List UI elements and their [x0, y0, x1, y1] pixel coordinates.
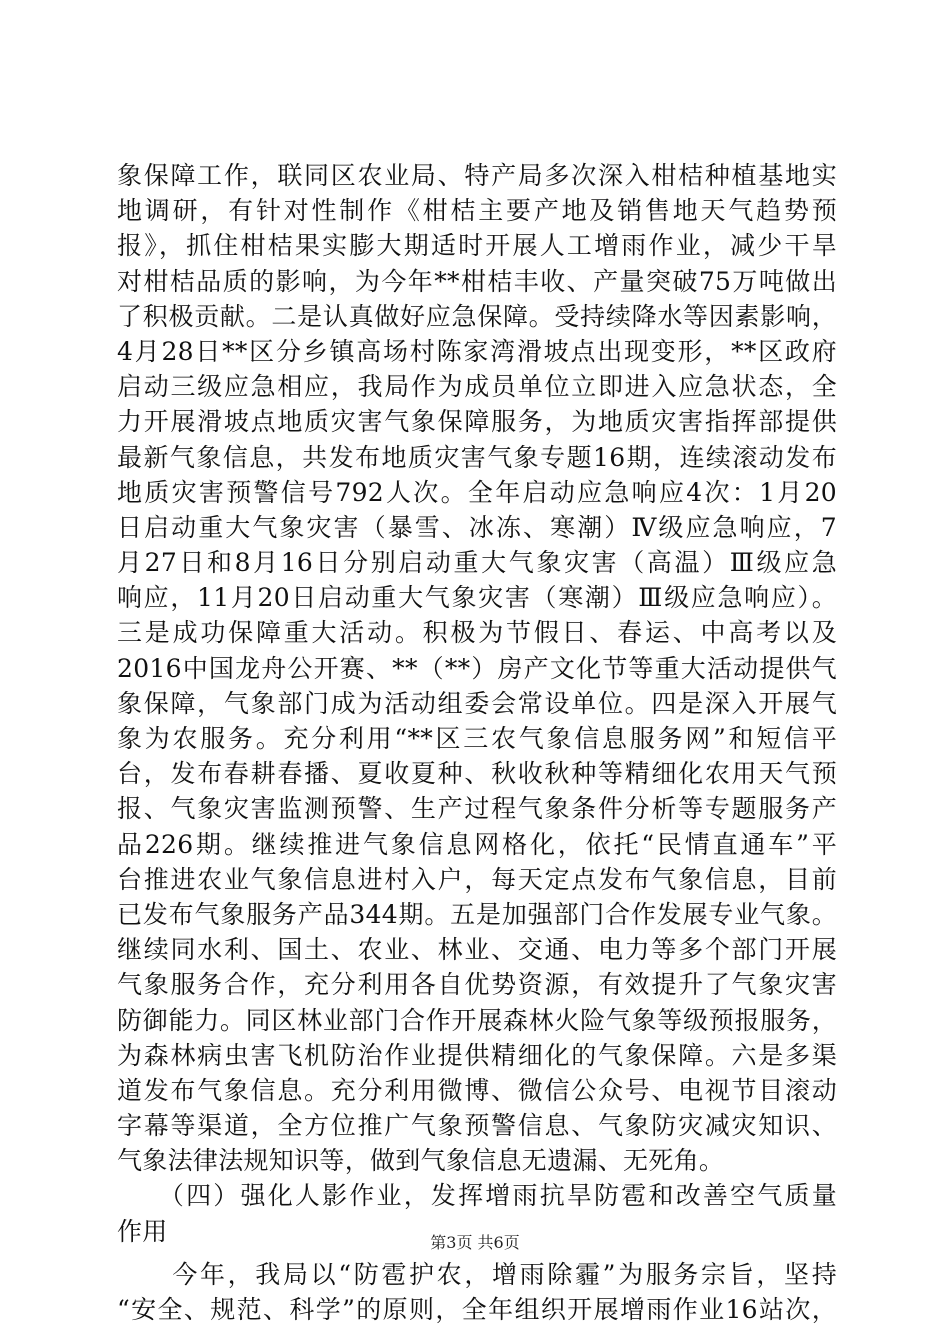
text-line: 品226期。继续推进气象信息网格化，依托“民情直通车”平	[117, 829, 837, 859]
text-line: 4月28日**区分乡镇高场村陈家湾滑坡点出现变形，**区政府	[117, 336, 837, 366]
text-line: 对柑桔品质的影响，为今年**柑桔丰收、产量突破75万吨做出	[117, 266, 837, 296]
text-line: 象为农服务。充分利用“**区三农气象信息服务网”和短信平	[117, 724, 837, 753]
text-line: 象保障，气象部门成为活动组委会常设单位。四是深入开展气	[117, 688, 837, 718]
text-line: 字幕等渠道，全方位推广气象预警信息、气象防灾减灾知识、	[117, 1111, 837, 1141]
text-line: 报》，抓住柑桔果实膨大期适时开展人工增雨作业，减少干旱	[117, 231, 837, 261]
text-line: 2016中国龙舟公开赛、**（**）房产文化节等重大活动提供气	[117, 653, 837, 683]
text-line: 地质灾害预警信号792人次。全年启动应急响应4次：1月20	[117, 477, 837, 507]
document-body	[117, 158, 837, 1327]
text-line: 今年，我局以“防雹护农，增雨除霾”为服务宗旨，坚持	[117, 1259, 837, 1289]
text-line: 台，发布春耕春播、夏收夏种、秋收秋种等精细化农用天气预	[117, 759, 837, 789]
section-heading-line: （四）强化人影作业，发挥增雨抗旱防雹和改善空气质量	[117, 1181, 837, 1211]
text-line: 响应，11月20日启动重大气象灾害（寒潮）Ⅲ级应急响应）。	[117, 583, 837, 613]
text-line: 气象法律法规知识等，做到气象信息无遗漏、无死角。	[117, 1146, 725, 1176]
text-line: 为森林病虫害飞机防治作业提供精细化的气象保障。六是多渠	[117, 1040, 837, 1070]
section-heading-line: 作用	[117, 1216, 168, 1246]
text-line: 日启动重大气象灾害（暴雪、冰冻、寒潮）Ⅳ级应急响应，7	[117, 512, 837, 542]
text-line: 启动三级应急相应，我局作为成员单位立即进入应急状态，全	[117, 372, 837, 402]
text-line: 了积极贡献。二是认真做好应急保障。受持续降水等因素影响，	[117, 301, 837, 331]
text-line: 最新气象信息，共发布地质灾害气象专题16期，连续滚动发布	[117, 442, 837, 472]
text-line: 已发布气象服务产品344期。五是加强部门合作发展专业气象。	[117, 899, 837, 929]
text-line: 地调研，有针对性制作《柑桔主要产地及销售地天气趋势预	[117, 196, 837, 226]
text-line: 月27日和8月16日分别启动重大气象灾害（高温）Ⅲ级应急	[117, 548, 837, 578]
text-line: 气象服务合作，充分利用各自优势资源，有效提升了气象灾害	[117, 970, 837, 1000]
text-line: 道发布气象信息。充分利用微博、微信公众号、电视节目滚动	[117, 1075, 837, 1105]
text-line: 继续同水利、国土、农业、林业、交通、电力等多个部门开展	[117, 935, 837, 965]
page-footer: 第3页 共6页	[430, 1233, 520, 1252]
text-line: 象保障工作，联同区农业局、特产局多次深入柑桔种植基地实	[117, 161, 837, 190]
text-line: 报、气象灾害监测预警、生产过程气象条件分析等专题服务产	[117, 794, 837, 824]
text-line: 台推进农业气象信息进村入户，每天定点发布气象信息，目前	[117, 864, 837, 894]
text-line: 力开展滑坡点地质灾害气象保障服务，为地质灾害指挥部提供	[117, 407, 837, 437]
text-line: “安全、规范、科学”的原则，全年组织开展增雨作业16站次，	[117, 1295, 837, 1324]
text-line: 三是成功保障重大活动。积极为节假日、春运、中高考以及	[117, 618, 837, 648]
text-line: 防御能力。同区林业部门合作开展森林火险气象等级预报服务，	[117, 1005, 837, 1035]
